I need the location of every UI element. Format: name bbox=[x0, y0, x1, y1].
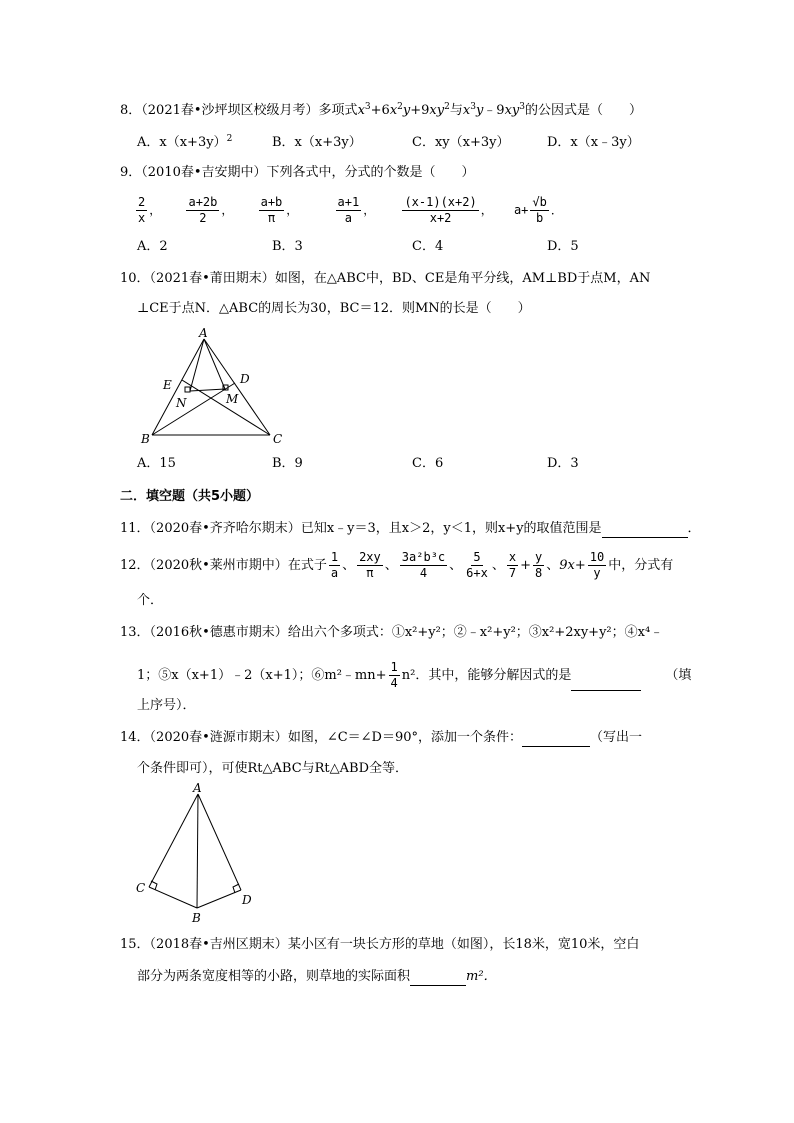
q8-stem: 8．（2021春•沙坪坝区校级月考）多项式$x^3+6x^2y+9xy^2$与$x^3y﹣9xy^3$的公因式是（ ） bbox=[120, 102, 643, 118]
q9-expr-6: a+ $\frac{√b}{b}$ ． bbox=[513, 195, 563, 225]
q10-text-1: 如图，在△ABC中，BD、CE是角平分线，AM⊥BD于点M，AN bbox=[274, 271, 651, 286]
label-b: B bbox=[192, 911, 201, 925]
label-m: M bbox=[226, 392, 239, 406]
label-a: A bbox=[199, 326, 208, 340]
label-n: N bbox=[176, 396, 187, 410]
q9-option-a[interactable]: A．2 bbox=[137, 239, 168, 254]
q12-source: （2020秋•莱州市期中） bbox=[149, 558, 288, 573]
q10-source: （2021春•莆田期末） bbox=[149, 271, 275, 286]
q12-stem: 12．（2020秋•莱州市期中）在式子 $\frac{1}{a}$ 、 $\frac{2xy}{\pi}$ 、 $\frac{\text{3a²b³c}}{4}$ 、 $\frac{5}{6+x}$ 、 $\frac{x}{7}$ + $\frac{y}{8}$ 、9x+ $\frac{10}{y}$ 中，分式有 bbox=[120, 550, 674, 580]
label-e: E bbox=[163, 378, 172, 392]
q13-frac: $\frac{1}{4}$ bbox=[390, 660, 398, 690]
q15-stem-line1: 15．（2018春•吉州区期末）某小区有一块长方形的草地（如图），长18米，宽10米，空白 bbox=[120, 937, 640, 952]
q12-frac-5: $\frac{x}{7}$ bbox=[508, 550, 517, 580]
label-c: C bbox=[273, 432, 283, 446]
q9-source: （2010春•吉安期中） bbox=[141, 165, 267, 180]
q14-number: 14． bbox=[120, 730, 150, 745]
q12-frac-1: $\frac{1}{a}$ bbox=[330, 550, 339, 580]
segment-nm bbox=[190, 389, 225, 391]
side-ac bbox=[204, 339, 270, 435]
section-heading-fill-blank: 二．填空题（共5小题） bbox=[120, 489, 260, 504]
q9-stem bbox=[120, 164, 475, 182]
q11-number: 11． bbox=[120, 521, 150, 536]
q9-expr-5: $\frac{(x-1)(x+2)}{x+2}$ bbox=[404, 195, 477, 225]
q8-text-c: 的公因式是（ ） bbox=[525, 103, 643, 118]
q9-expr-3: $\frac{a+b}{\pi}$ bbox=[260, 195, 283, 225]
q12-frac-4: $\frac{5}{6+x}$ bbox=[466, 550, 488, 580]
segment-am bbox=[204, 339, 225, 389]
q10-stem-line1 bbox=[120, 270, 650, 288]
q9-option-c[interactable]: C．4 bbox=[412, 239, 444, 254]
q12-number: 12． bbox=[120, 558, 150, 573]
q8-option-b[interactable]: B．x（x+3y） bbox=[272, 135, 362, 150]
q12-frac-7: $\frac{10}{y}$ bbox=[589, 550, 605, 580]
label-d: D bbox=[242, 893, 252, 907]
side-cb bbox=[149, 887, 197, 908]
q14-answer-blank[interactable] bbox=[522, 732, 590, 747]
q15-number: 15． bbox=[120, 937, 150, 952]
q13-number: 13． bbox=[120, 625, 150, 640]
q9-text: 下列各式中，分式的个数是（ ） bbox=[266, 165, 475, 180]
q10-option-a[interactable]: A．15 bbox=[137, 456, 176, 471]
q8-option-c[interactable]: C．xy（x+3y） bbox=[412, 135, 510, 150]
q10-stem-line2: ⊥CE于点N．△ABC的周长为30，BC＝12．则MN的长是（ ） bbox=[137, 301, 531, 316]
q12-frac-2: $\frac{2xy}{\pi}$ bbox=[359, 550, 381, 580]
label-b: B bbox=[141, 432, 150, 446]
q9-option-b[interactable]: B．3 bbox=[272, 239, 303, 254]
label-d: D bbox=[240, 372, 250, 386]
side-ad bbox=[198, 794, 241, 890]
q11-stem: 11．（2020春•齐齐哈尔期末）已知x﹣y＝3，且x＞2，y＜1，则x+y的取值范围是 ． bbox=[120, 521, 701, 536]
q13-stem-line3: 上序号）． bbox=[137, 698, 196, 713]
q12-frac-3: $\frac{\text{3a²b³c}}{4}$ bbox=[401, 550, 446, 580]
q14-kite-figure bbox=[130, 780, 260, 930]
q8-number: 8． bbox=[120, 103, 142, 118]
q14-stem-line1: 14．（2020春•涟源市期末）如图，∠C＝∠D＝90°，添加一个条件： （写出一 bbox=[120, 730, 643, 745]
q10-triangle-figure bbox=[135, 325, 295, 450]
q10-option-c[interactable]: C．6 bbox=[412, 456, 444, 471]
side-ab bbox=[197, 794, 198, 908]
q10-number: 10． bbox=[120, 271, 150, 286]
q8-source: （2021春•沙坪坝区校级月考） bbox=[141, 103, 319, 118]
q14-source: （2020春•涟源市期末） bbox=[149, 730, 288, 745]
side-ac bbox=[149, 794, 198, 887]
q9-expr-4: $\frac{a+1}{a}$ bbox=[337, 195, 360, 225]
q10-option-d[interactable]: D．3 bbox=[547, 456, 579, 471]
side-ab bbox=[152, 339, 204, 435]
q8-text-b: 与 bbox=[449, 103, 463, 118]
q12-frac-6: $\frac{y}{8}$ bbox=[535, 550, 543, 580]
right-angle-n bbox=[185, 387, 190, 392]
q12-stem-line2: 个． bbox=[137, 593, 164, 608]
q10-option-b[interactable]: B．9 bbox=[272, 456, 303, 471]
q15-source: （2018春•吉州区期末） bbox=[149, 937, 288, 952]
label-a: A bbox=[193, 781, 202, 795]
q9-expr-1: $\frac{2}{x}$ bbox=[138, 195, 146, 225]
q13-stem-line1: 13．（2016秋•德惠市期末）给出六个多项式：①x²+y²；②﹣x²+y²；③x²+2xy+y²；④x⁴﹣ bbox=[120, 625, 664, 640]
q8-option-a[interactable]: A．$x(x+3y)^2$ bbox=[137, 134, 233, 150]
q9-expressions: $\frac{2}{x}$ ， $\frac{a+2b}{2}$ ， $\frac{a+b}{\pi}$ ， $\frac{a+1}{a}$ ， $\frac{(x-1)(x+2)}{x+2}$ ， a+ $\frac{√b}{b}$ ． bbox=[138, 195, 563, 225]
label-c: C bbox=[136, 881, 146, 895]
q13-stem-line2: 1；⑤x（x+1）﹣2（x+1）；⑥m²﹣mn+ $\frac{1}{4}$ n²．其中，能够分解因式的是 （填 bbox=[137, 660, 692, 690]
q11-answer-blank[interactable] bbox=[602, 523, 688, 538]
q9-expr-2: $\frac{a+2b}{2}$ bbox=[188, 195, 218, 225]
q9-option-d[interactable]: D．5 bbox=[547, 239, 579, 254]
q8-text-a: 多项式 bbox=[318, 103, 358, 118]
q13-answer-blank[interactable] bbox=[571, 676, 641, 691]
q11-source: （2020春•齐齐哈尔期末） bbox=[149, 521, 301, 536]
q15-stem-line2: 部分为两条宽度相等的小路，则草地的实际面积 m²． bbox=[137, 969, 497, 984]
q14-stem-line2: 个条件即可），可使Rt△ABC与Rt△ABD全等． bbox=[137, 761, 409, 776]
q8-option-d[interactable]: D．x（x﹣3y） bbox=[547, 135, 640, 150]
q9-number: 9． bbox=[120, 165, 142, 180]
q13-source: （2016秋•德惠市期末） bbox=[149, 625, 288, 640]
q11-text: 已知x﹣y＝3，且x＞2，y＜1，则x+y的取值范围是 bbox=[300, 521, 602, 536]
segment-an bbox=[190, 339, 204, 391]
q15-answer-blank[interactable] bbox=[410, 971, 466, 986]
